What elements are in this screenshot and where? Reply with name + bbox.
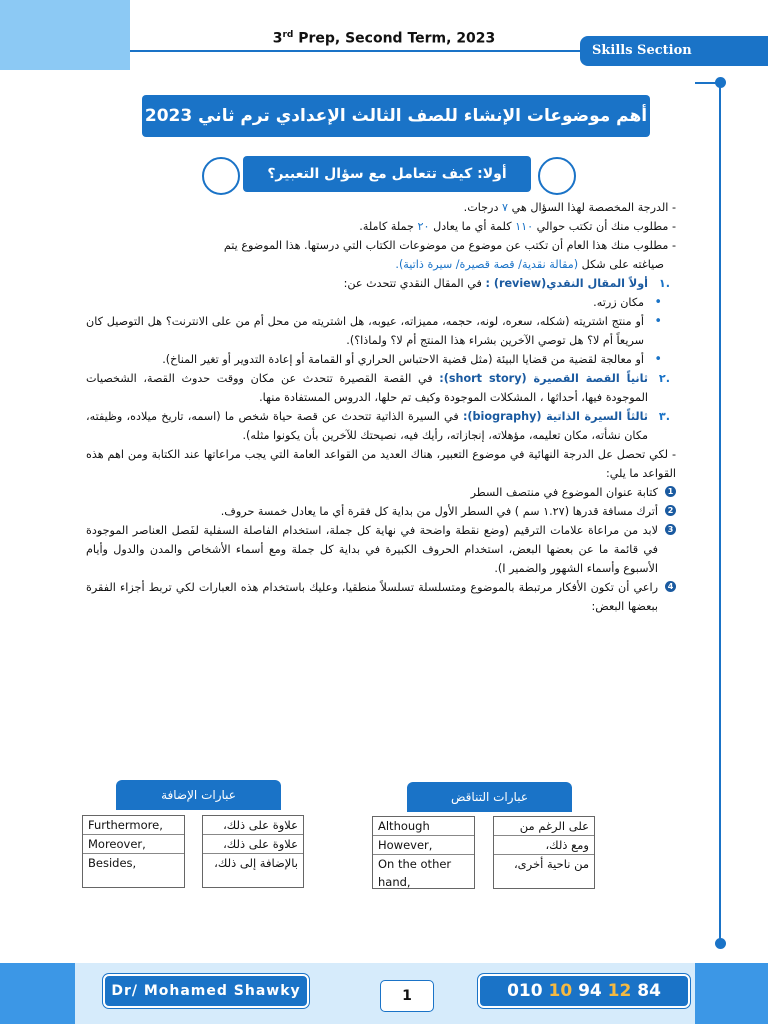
list-item: • أو منتج اشتريته (شكله، سعره، لونه، حجمه، مميزاته، عيوبه، هل اشتريته من محل أم من على الانترنت؟ هل التوصيل كان سريعاً أم لا؟ هل توصي الآخرين بشراء هذا المنتج أم لا؟ ولماذا؟).: [86, 312, 676, 350]
contrast-arabic-list: [493, 816, 595, 889]
page-title: أهم موضوعات الإنشاء للصف الثالث الإعدادي ترم ثاني 2023: [142, 95, 650, 137]
table-cell: Moreover,: [83, 835, 184, 854]
list-item: • مكان زرته.: [86, 293, 676, 312]
rule-item: 2 أترك مسافة قدرها (١.٢٧ سم ) في السطر الأول من بداية كل فقرة أي ما يعادل خمسة حروف.: [86, 502, 676, 521]
table-cell: علاوة على ذلك،: [203, 835, 303, 854]
rail-dot-bottom: [715, 938, 726, 949]
table-cell: ومع ذلك،: [494, 836, 594, 855]
section-heading: أولا: كيف تتعامل مع سؤال التعبير؟: [243, 156, 531, 192]
type-review: .١ أولاً المقال النقدي(review) : في المقال النقدي تتحدث عن:: [343, 277, 670, 290]
body-text: [86, 198, 676, 616]
table-cell: Although: [373, 817, 474, 836]
contrast-english-list: [372, 816, 475, 889]
header-rule: [130, 50, 590, 52]
rules-intro: - لكي تحصل عل الدرجة النهائية في موضوع التعبير، هناك العديد من القواعد العامة التي يجب مراعاتها عند الكتابة ومن اهم هذه القواعد ما يلي:: [86, 448, 676, 480]
intro-line: - الدرجة المخصصة لهذا السؤال هي ٧ درجات.: [463, 201, 676, 214]
table-cell: علاوة على ذلك،: [203, 816, 303, 835]
rule-item: 4 راعي أن تكون الأفكار مرتبطة بالموضوع ومتسلسلة تسلسلاً منطقيا، وعليك باستخدام هذه العبارات لكي تربط أجزاء الفقرة ببعضها البعض:: [86, 578, 676, 616]
section-tab: Skills Section: [580, 36, 768, 66]
addition-english-list: [82, 815, 185, 888]
page-number: 1: [380, 980, 434, 1012]
addition-arabic-list: [202, 815, 304, 888]
table-cell: Besides,: [88, 856, 137, 870]
addition-table-header: عبارات الإضافة: [116, 780, 281, 810]
table-cell: On the other hand,: [378, 857, 452, 889]
contrast-table-header: عبارات التناقض: [407, 782, 572, 812]
side-rail: [719, 83, 721, 943]
circle-decoration-right: [538, 157, 576, 195]
list-item: • أو معالجة لقضية من قضايا البيئة (مثل قضية الاحتباس الحراري أو القمامة أو إعادة التدوير أو تغير المناخ).: [86, 350, 676, 369]
intro-line: - مطلوب منك هذا العام أن تكتب عن موضوع من موضوعات الكتاب التي درستها. هذا الموضوع يتم: [223, 239, 676, 252]
table-cell: Furthermore,: [83, 816, 184, 835]
header-title: 3rd Prep, Second Term, 2023: [272, 30, 496, 47]
phone-badge: 010 10 94 12 84: [478, 974, 690, 1008]
table-cell: However,: [373, 836, 474, 855]
circle-decoration-left: [202, 157, 240, 195]
intro-line: - مطلوب منك أن تكتب حوالي ١١٠ كلمة أي ما يعادل ٢٠ جملة كاملة.: [359, 220, 676, 233]
rule-item: 1 كتابة عنوان الموضوع في منتصف السطر: [86, 483, 676, 502]
type-biography: .٣ ثالثاً السيرة الذاتية (biography): في السيرة الذاتية تتحدث عن قصة حياة شخص ما (اسمه، تاريخ ميلاده، وظيفته، مكان نشأته، مكان تعليمه، مؤهلاته، إنجازاته، رأيك فيه، نصيحتك للآخرين بأن يكونوا مثله).: [86, 410, 670, 442]
table-cell: من ناحية أخرى،: [513, 857, 589, 871]
type-short-story: .٢ ثانياً القصة القصيرة (short story): في القصة القصيرة تتحدث عن مكان ووقت حدوث القصة، الشخصيات الموجودة فيها، أحداثها ، المشكلات الموجودة وكيف تم حلها، الدروس المستفادة منها.: [86, 372, 670, 404]
table-cell: بالإضافة إلى ذلك،: [214, 856, 298, 870]
rule-item: 3 لابد من مراعاة علامات الترقيم (وضع نقطة واضحة في نهاية كل جملة، استخدام الفاصلة السفلية لفَصل العناصر الموجودة في قائمة ما عن بعضها البعض، استخدام الحروف الكبيرة في بداية كل جملة ومع أسماء الأشخاص والمدن والدول وأيام الأسبوع وأسماء الشهور والضمير I).: [86, 521, 676, 578]
table-cell: على الرغم من: [494, 817, 594, 836]
intro-line: صياغته على شكل (مقالة نقدية/ قصة قصيرة/ سيرة ذاتية).: [395, 258, 664, 271]
author-badge: Dr/ Mohamed Shawky: [103, 974, 309, 1008]
